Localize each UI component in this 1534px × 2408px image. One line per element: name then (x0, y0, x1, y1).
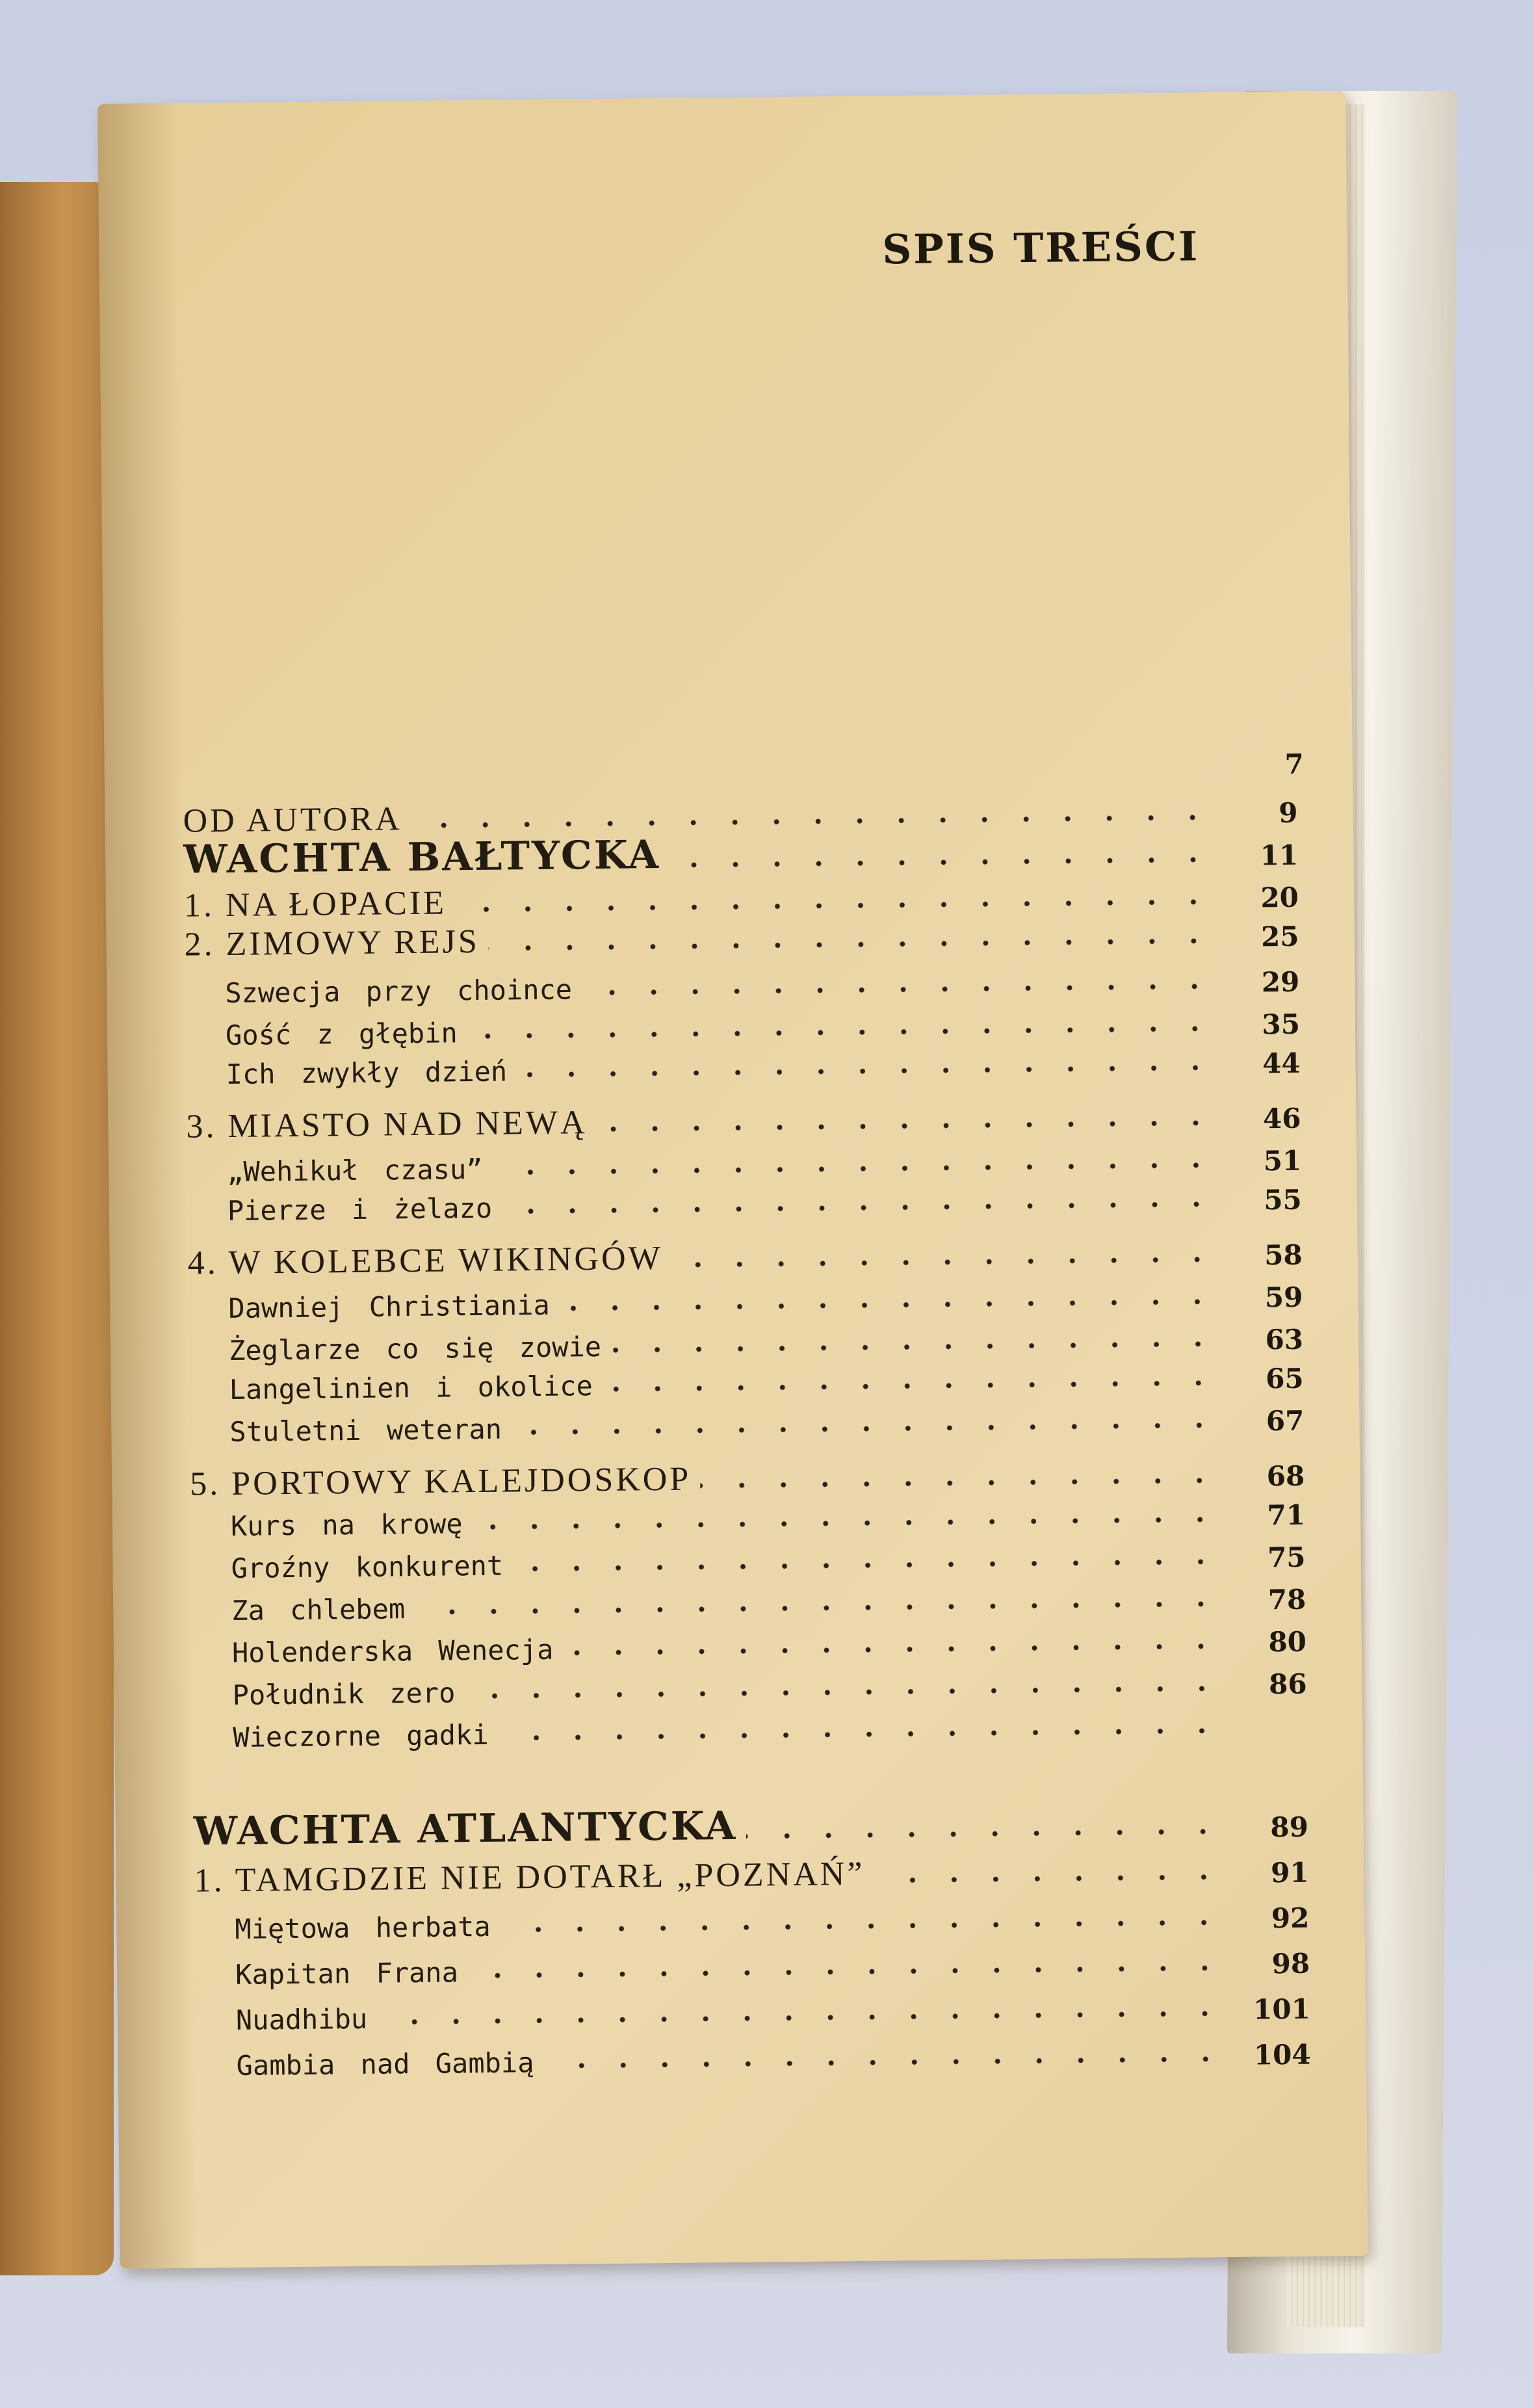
toc-entry-label: Za chlebem (231, 1593, 406, 1627)
dot-leader (501, 1199, 1217, 1216)
toc-page-number: 75 (1267, 1541, 1306, 1574)
toc-entry-label: 4. W KOLEBCE WIKINGÓW (187, 1239, 663, 1282)
toc-entry-label: Gambia nad Gambią (236, 2047, 534, 2082)
toc-page-number: 46 (1262, 1102, 1301, 1135)
toc-page-number: 91 (1270, 1856, 1309, 1889)
toc-entry-label: „Wehikuł czasu” (226, 1153, 483, 1188)
toc-page-number: 58 (1264, 1238, 1303, 1272)
toc-entry-label: Wieczorne gadki (233, 1718, 489, 1753)
dot-leader (411, 813, 1214, 830)
dot-leader (414, 1599, 1221, 1617)
toc-page-number: 7 (1284, 748, 1304, 780)
toc-page-number: 65 (1265, 1362, 1304, 1395)
toc-page-number: 20 (1260, 881, 1299, 914)
dot-leader (511, 1420, 1220, 1437)
dot-leader (491, 1160, 1217, 1177)
toc-page-number: 89 (1270, 1811, 1309, 1844)
toc-entry-label: Miętowa herbata (235, 1910, 491, 1945)
toc-page-number: 67 (1266, 1404, 1305, 1437)
dot-leader (472, 1515, 1221, 1532)
toc-chapter-entry (194, 1847, 1309, 1900)
toc-page-number (1223, 1742, 1307, 1743)
toc-page-number: 101 (1253, 1993, 1311, 2026)
dot-leader (512, 1557, 1221, 1573)
toc-entry-label: Południk zero (232, 1677, 456, 1711)
toc-section-heading (194, 1801, 1309, 1855)
dot-leader (456, 897, 1214, 914)
dot-leader (596, 1118, 1216, 1134)
dot-leader (500, 1918, 1225, 1935)
dot-leader (562, 1642, 1222, 1658)
toc-page-number: 80 (1268, 1625, 1307, 1658)
toc-page-number: 44 (1262, 1047, 1301, 1080)
toc-entry-label: 1. NA ŁOPACIE (183, 884, 447, 924)
toc-entry-label: Kurs na krowę (230, 1508, 463, 1542)
toc-page-number: 78 (1268, 1583, 1306, 1616)
toc-entry-label: Pierze i żelazo (227, 1192, 493, 1227)
toc-page-number: 98 (1271, 1947, 1310, 1980)
dot-leader (700, 1476, 1220, 1490)
dot-leader (602, 1378, 1219, 1394)
dot-leader (610, 1339, 1219, 1355)
toc-page-number: 59 (1264, 1281, 1303, 1314)
toc-page-number: 104 (1253, 2038, 1311, 2071)
toc-page-number: 71 (1267, 1498, 1306, 1532)
dot-leader (489, 936, 1215, 953)
toc-page-number: 63 (1265, 1323, 1304, 1356)
toc-entry-label: Groźny konkurent (231, 1549, 504, 1584)
toc-entry-label: Stuletni weteran (229, 1413, 502, 1448)
toc-entry-label: WACHTA ATLANTYCKA (193, 1803, 738, 1855)
toc-entry-label: 2. ZIMOWY REJS (184, 923, 480, 963)
toc-page-number: 51 (1263, 1144, 1302, 1177)
toc-entry-label: Langelinien i okolice (229, 1370, 593, 1406)
table-of-contents (98, 91, 1368, 2269)
dot-leader (543, 2054, 1226, 2071)
dot-leader (670, 855, 1214, 870)
toc-subentry (195, 1983, 1310, 2037)
dot-leader (464, 1684, 1222, 1701)
toc-page-number: 35 (1262, 1008, 1301, 1041)
toc-subentry (195, 1938, 1310, 1991)
toc-entry-label: Gość z głębin (225, 1017, 458, 1052)
toc-entry-label: WACHTA BAŁTYCKA (183, 831, 661, 883)
toc-page-number: 29 (1261, 965, 1300, 999)
dot-leader (516, 1063, 1216, 1079)
toc-entry-label: Dawniej Christiania (228, 1289, 551, 1324)
toc-page-number: 68 (1266, 1459, 1305, 1493)
dot-leader (467, 1024, 1216, 1041)
toc-page-number: 92 (1271, 1902, 1310, 1935)
toc-subentry (194, 1892, 1310, 1946)
book-page (98, 91, 1368, 2269)
toc-entry-label: Nuadhibu (235, 2002, 368, 2036)
dot-leader (746, 1827, 1224, 1841)
toc-page-number: 55 (1264, 1183, 1303, 1216)
toc-entry-label: Holenderska Wenecja (231, 1633, 554, 1669)
dot-leader (672, 1255, 1218, 1270)
toc-page-number: 86 (1268, 1668, 1307, 1701)
dot-leader (376, 2009, 1226, 2027)
toc-entry-label: 5. PORTOWY KALEJDOSKOP (189, 1460, 692, 1503)
toc-entry-label: Żeglarze co się zowie (228, 1330, 602, 1367)
toc-entry-label: 3. MIASTO NAD NEWĄ (186, 1104, 588, 1145)
toc-subentry (196, 2029, 1311, 2082)
dot-leader (559, 1297, 1219, 1313)
dot-leader (498, 1726, 1223, 1743)
dot-leader (581, 982, 1215, 997)
book-cover-left (0, 182, 114, 2275)
toc-entry-label: Kapitan Frana (235, 1956, 459, 1991)
dot-leader (874, 1872, 1224, 1885)
page-title: SPIS TREŚCI (882, 222, 1200, 274)
toc-entry-label: Ich zwykły dzień (226, 1055, 508, 1091)
toc-page-number: 11 (1260, 839, 1299, 872)
dot-leader (467, 1963, 1225, 1980)
toc-entry-label: 1. TAMGDZIE NIE DOTARŁ „POZNAŃ” (194, 1855, 865, 1900)
toc-page-number: 9 (1279, 796, 1298, 830)
toc-entry-label: Szwecja przy choince (225, 973, 573, 1010)
toc-entry-label: OD AUTORA (183, 800, 402, 840)
toc-page-number: 25 (1260, 920, 1299, 953)
